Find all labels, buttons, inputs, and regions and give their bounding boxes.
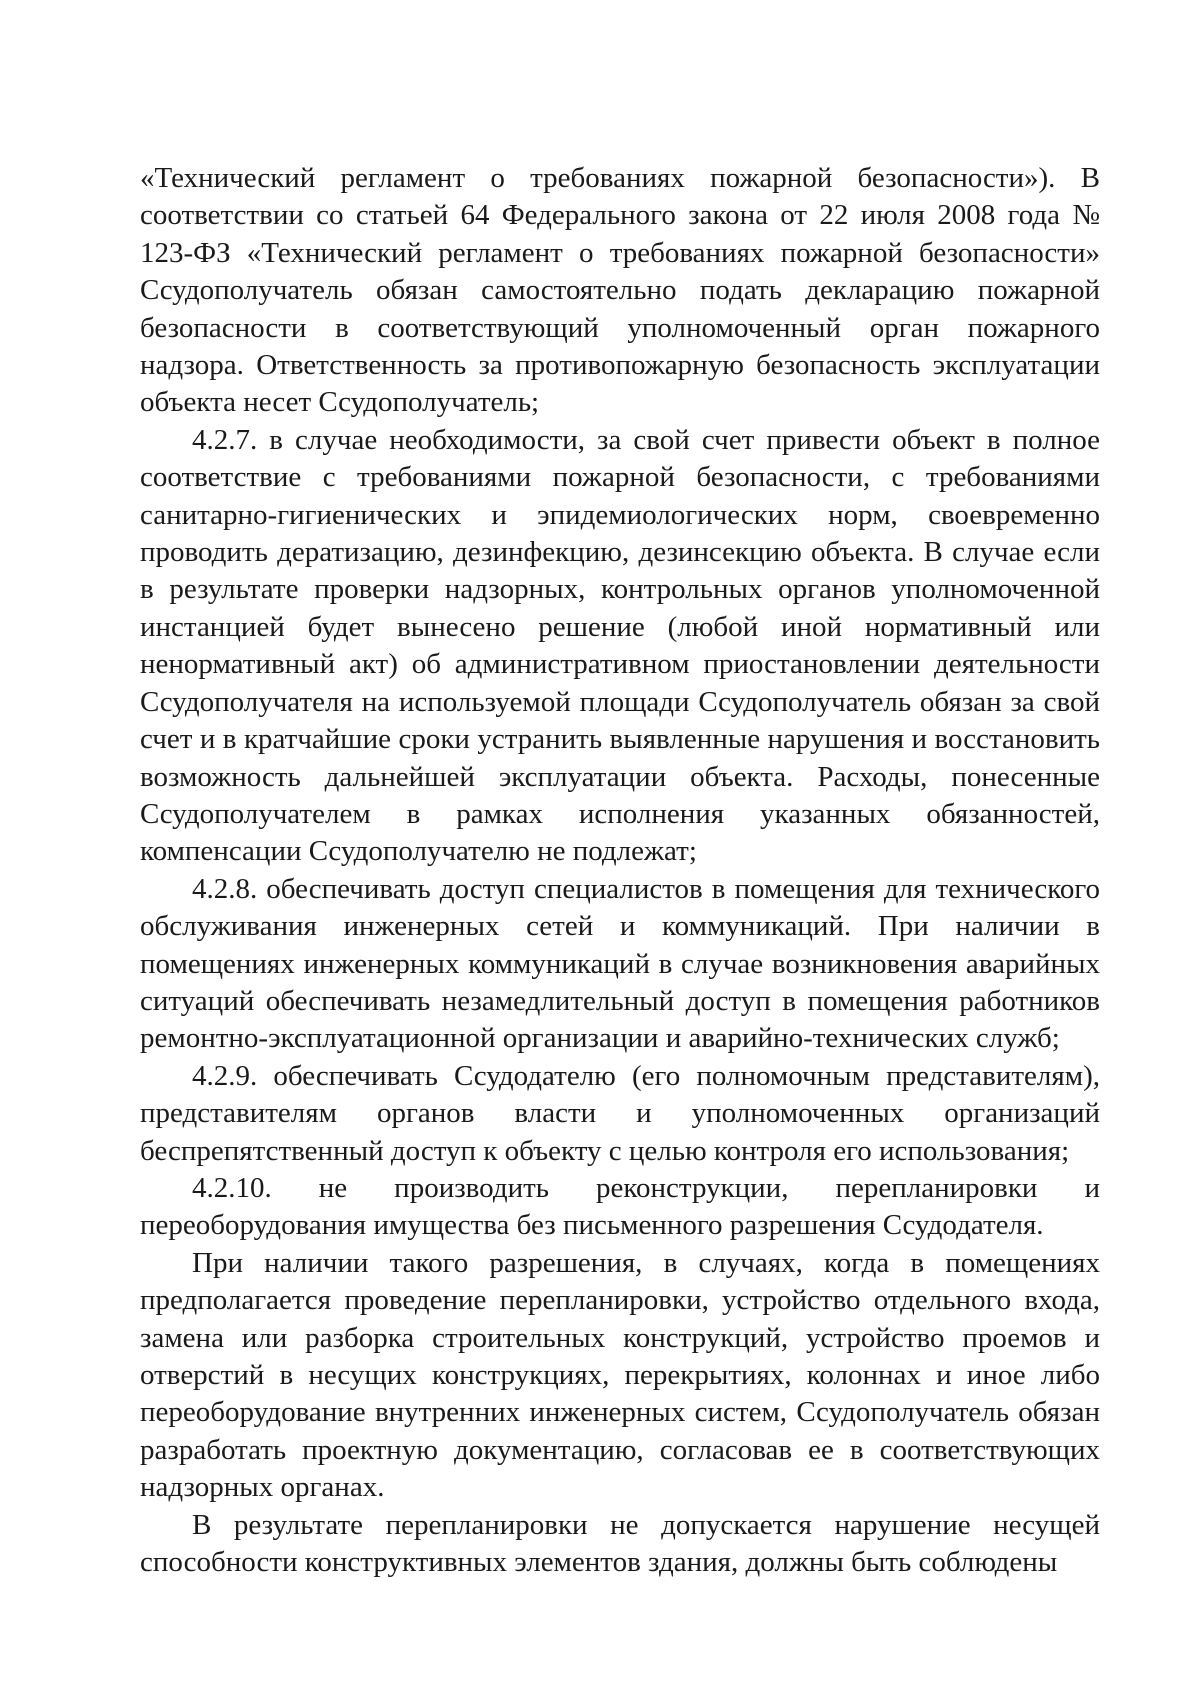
paragraph-continuation: «Технический регламент о требованиях пожарной безопасности»). В соответствии со статьей 64 Федерального закона от 22 июля 2008 года № 123-ФЗ «Технический регламент о требованиях пожарной безопасности» Ссудополучатель обязан самостоятельно подать декларацию пожарной безопасности в соответствующий уполномоченный орган пожарного надзора. Ответственность за противопожарную безопасность эксплуатации объекта несет Ссудополучатель; [140,162,1100,419]
paragraph-item-4-2-7: 4.2.7. в случае необходимости, за свой счет привести объект в полное соответствие с требованиями пожарной безопасности, с требованиями санитарно-гигиенических и эпидемиологических норм, своевременно проводить дератизацию, дезинфекцию, дезинсекцию объекта. В случае если в результате проверки надзорных, контрольных органов уполномоченной инстанцией будет вынесено решение (любой иной нормативный или ненормативный акт) об административном приостановлении деятельности Ссудополучателя на используемой площади Ссудополучатель обязан за свой счет и в кратчайшие сроки устранить выявленные нарушения и восстановить возможность дальнейшей эксплуатации объекта. Расходы, понесенные Ссудополучателем в рамках исполнения указанных обязанностей, компенсации Ссудополучателю не подлежат; [140,423,1100,868]
paragraph-replanning: В результате перепланировки не допускается нарушение несущей способности конструктивных элементов здания, должны быть соблюдены [140,1508,1100,1579]
paragraph-item-4-2-9: 4.2.9. обеспечивать Ссудодателю (его полномочным представителям), представителям органов власти и уполномоченных организаций беспрепятственный доступ к объекту с целью контроля его использования; [140,1059,1100,1167]
paragraph-permission: При наличии такого разрешения, в случаях, когда в помещениях предполагается проведение перепланировки, устройство отдельного входа, замена или разборка строительных конструкций, устройство проемов и отверстий в несущих конструкциях, перекрытиях, колоннах и иное либо переоборудование внутренних инженерных систем, Ссудополучатель обязан разработать проектную документацию, согласовав ее в соответствующих надзорных органах. [140,1246,1100,1504]
paragraph-item-4-2-10: 4.2.10. не производить реконструкции, перепланировки и переоборудования имущества без письменного разрешения Ссудодателя. [140,1171,1100,1242]
document-body [140,160,1100,1581]
paragraph-item-4-2-8: 4.2.8. обеспечивать доступ специалистов в помещения для технического обслуживания инженерных сетей и коммуникаций. При наличии в помещениях инженерных коммуникаций в случае возникновения аварийных ситуаций обеспечивать незамедлительный доступ в помещения работников ремонтно-эксплуатационной организации и аварийно-технических служб; [140,872,1100,1055]
